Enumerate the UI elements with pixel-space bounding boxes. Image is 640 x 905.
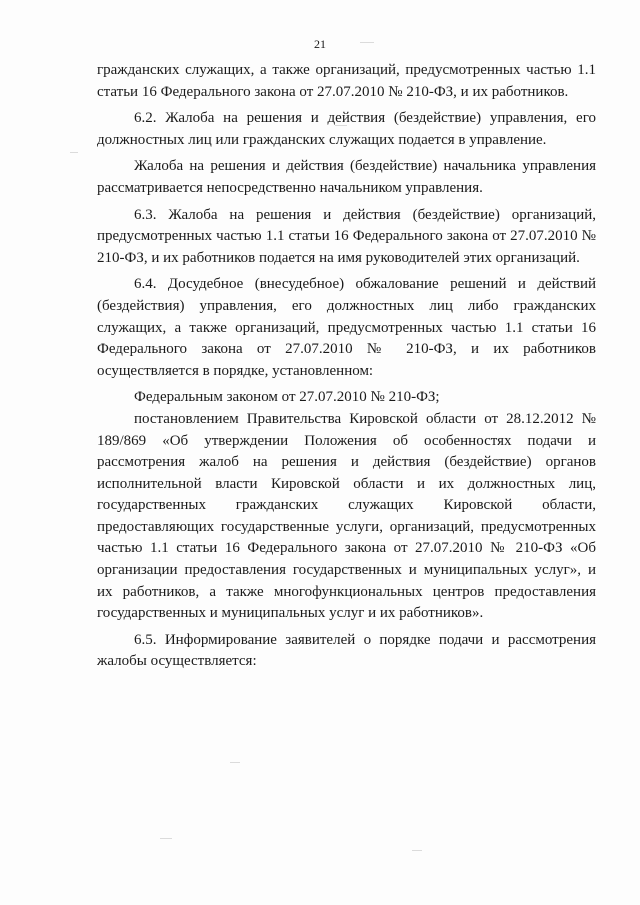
scan-speck: [230, 762, 240, 763]
scan-speck: [335, 125, 347, 126]
scan-speck: [412, 850, 422, 851]
paragraph-continuation: гражданских служащих, а также организаций, предусмотренных частью 1.1 статьи 16 Федерального закона от 27.07.2010 № 210-ФЗ, и их работников.: [97, 62, 596, 100]
paragraph-head-complaint: Жалоба на решения и действия (бездействие) начальника управления рассматривается непосредственно начальником управления.: [97, 158, 596, 196]
scan-speck: [248, 238, 258, 239]
paragraph-government-resolution: постановлением Правительства Кировской области от 28.12.2012 № 189/869 «Об утверждении Положения об особенностях подачи и рассмотрения жалоб на решения и действия (бездействие) органов исполнительной власти Кировской области и их должностных лиц, государственных гражданских служащих Кировской области, предоставляющих государственные услуги, организаций, предусмотренных частью 1.1 статьи 16 Федерального закона от 27.07.2010 № 210-ФЗ «Об организации предоставления государственных и муниципальных услуг», и их работников, а также многофункциональных центров предоставления государственных и муниципальных услуг и их работников».: [97, 410, 596, 622]
paragraph-6-5: 6.5. Информирование заявителей о порядке подачи и рассмотрения жалобы осуществляется:: [97, 631, 596, 670]
scan-speck: [360, 42, 374, 43]
scan-speck: [150, 347, 159, 348]
page-number: 21: [314, 37, 326, 51]
paragraph-6-4: 6.4. Досудебное (внесудебное) обжалование решений и действий (бездействия) управления, его должностных лиц либо гражданских служащих, а также организаций, предусмотренных частью 1.1 статьи 16 Федерального закона от 27.07.2010 № 210-ФЗ, и их работников осуществляется в порядке, установленном:: [97, 276, 596, 379]
scan-speck: [70, 152, 78, 153]
paragraph-federal-law: Федеральным законом от 27.07.2010 № 210-ФЗ;: [134, 389, 440, 406]
paragraph-6-2: 6.2. Жалоба на решения и действия (бездействие) управления, его должностных лиц или гражданских служащих подается в управление.: [97, 110, 596, 148]
scan-speck: [160, 838, 172, 839]
document-body: [97, 60, 596, 678]
paragraph-6-3: 6.3. Жалоба на решения и действия (бездействие) организаций, предусмотренных частью 1.1 статьи 16 Федерального закона от 27.07.2010 № 210-ФЗ, и их работников подается на имя руководителей этих организаций.: [97, 206, 596, 266]
